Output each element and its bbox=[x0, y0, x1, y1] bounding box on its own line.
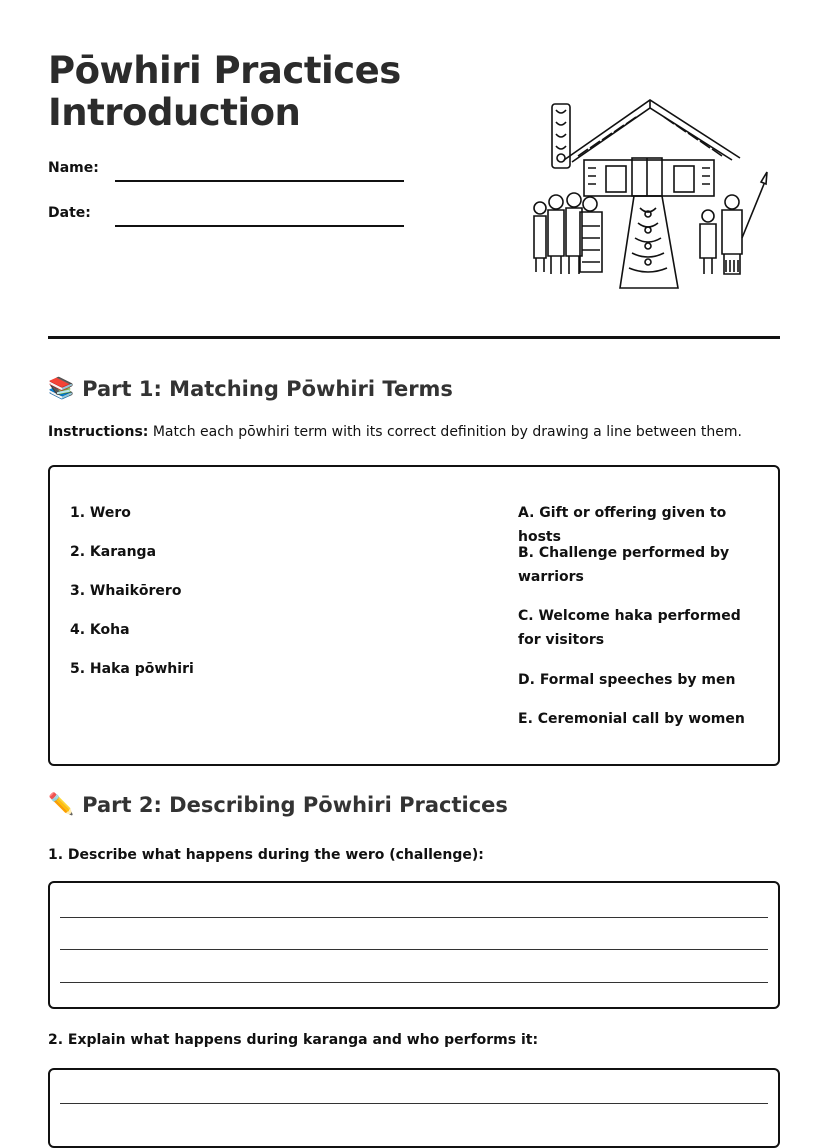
name-field[interactable] bbox=[115, 180, 404, 182]
term-item: 1. Wero bbox=[70, 505, 131, 521]
wharenui-with-people-icon bbox=[528, 98, 768, 298]
term-item: 3. Whaikōrero bbox=[70, 583, 182, 599]
definition-item: E. Ceremonial call by women bbox=[518, 711, 745, 727]
instructions-label: Instructions: bbox=[48, 424, 149, 440]
page-title: Pōwhiri Practices Introduction bbox=[48, 49, 401, 134]
answer-box-1[interactable] bbox=[48, 881, 780, 1009]
writing-line bbox=[60, 917, 768, 918]
writing-line bbox=[60, 982, 768, 983]
matching-box bbox=[48, 465, 780, 766]
term-item: 5. Haka pōwhiri bbox=[70, 661, 194, 677]
section-divider bbox=[48, 336, 780, 339]
term-item: 4. Koha bbox=[70, 622, 130, 638]
name-label: Name: bbox=[48, 160, 99, 176]
instructions bbox=[48, 424, 742, 440]
writing-line bbox=[60, 1103, 768, 1104]
part2-heading-text: Part 2: Describing Pōwhiri Practices bbox=[82, 792, 508, 817]
answer-box-2[interactable] bbox=[48, 1068, 780, 1148]
definition-item: A. Gift or offering given to hosts bbox=[518, 505, 727, 545]
instructions-text: Match each pōwhiri term with its correct definition by drawing a line between them. bbox=[152, 424, 742, 440]
date-label: Date: bbox=[48, 205, 91, 221]
books-icon: 📚 bbox=[48, 376, 75, 400]
definition-item: D. Formal speeches by men bbox=[518, 672, 736, 688]
date-field[interactable] bbox=[115, 225, 404, 227]
part1-heading-text: Part 1: Matching Pōwhiri Terms bbox=[82, 376, 453, 401]
part2-heading bbox=[48, 792, 508, 817]
question-1: 1. Describe what happens during the wero (challenge): bbox=[48, 847, 484, 863]
question-2: 2. Explain what happens during karanga and who performs it: bbox=[48, 1032, 539, 1048]
writing-line bbox=[60, 949, 768, 950]
definition-item: B. Challenge performed by warriors bbox=[518, 545, 730, 585]
part1-heading bbox=[48, 376, 453, 401]
term-item: 2. Karanga bbox=[70, 544, 157, 560]
pencil-icon: ✏️ bbox=[48, 792, 75, 816]
definition-item: C. Welcome haka performed for visitors bbox=[518, 608, 741, 648]
